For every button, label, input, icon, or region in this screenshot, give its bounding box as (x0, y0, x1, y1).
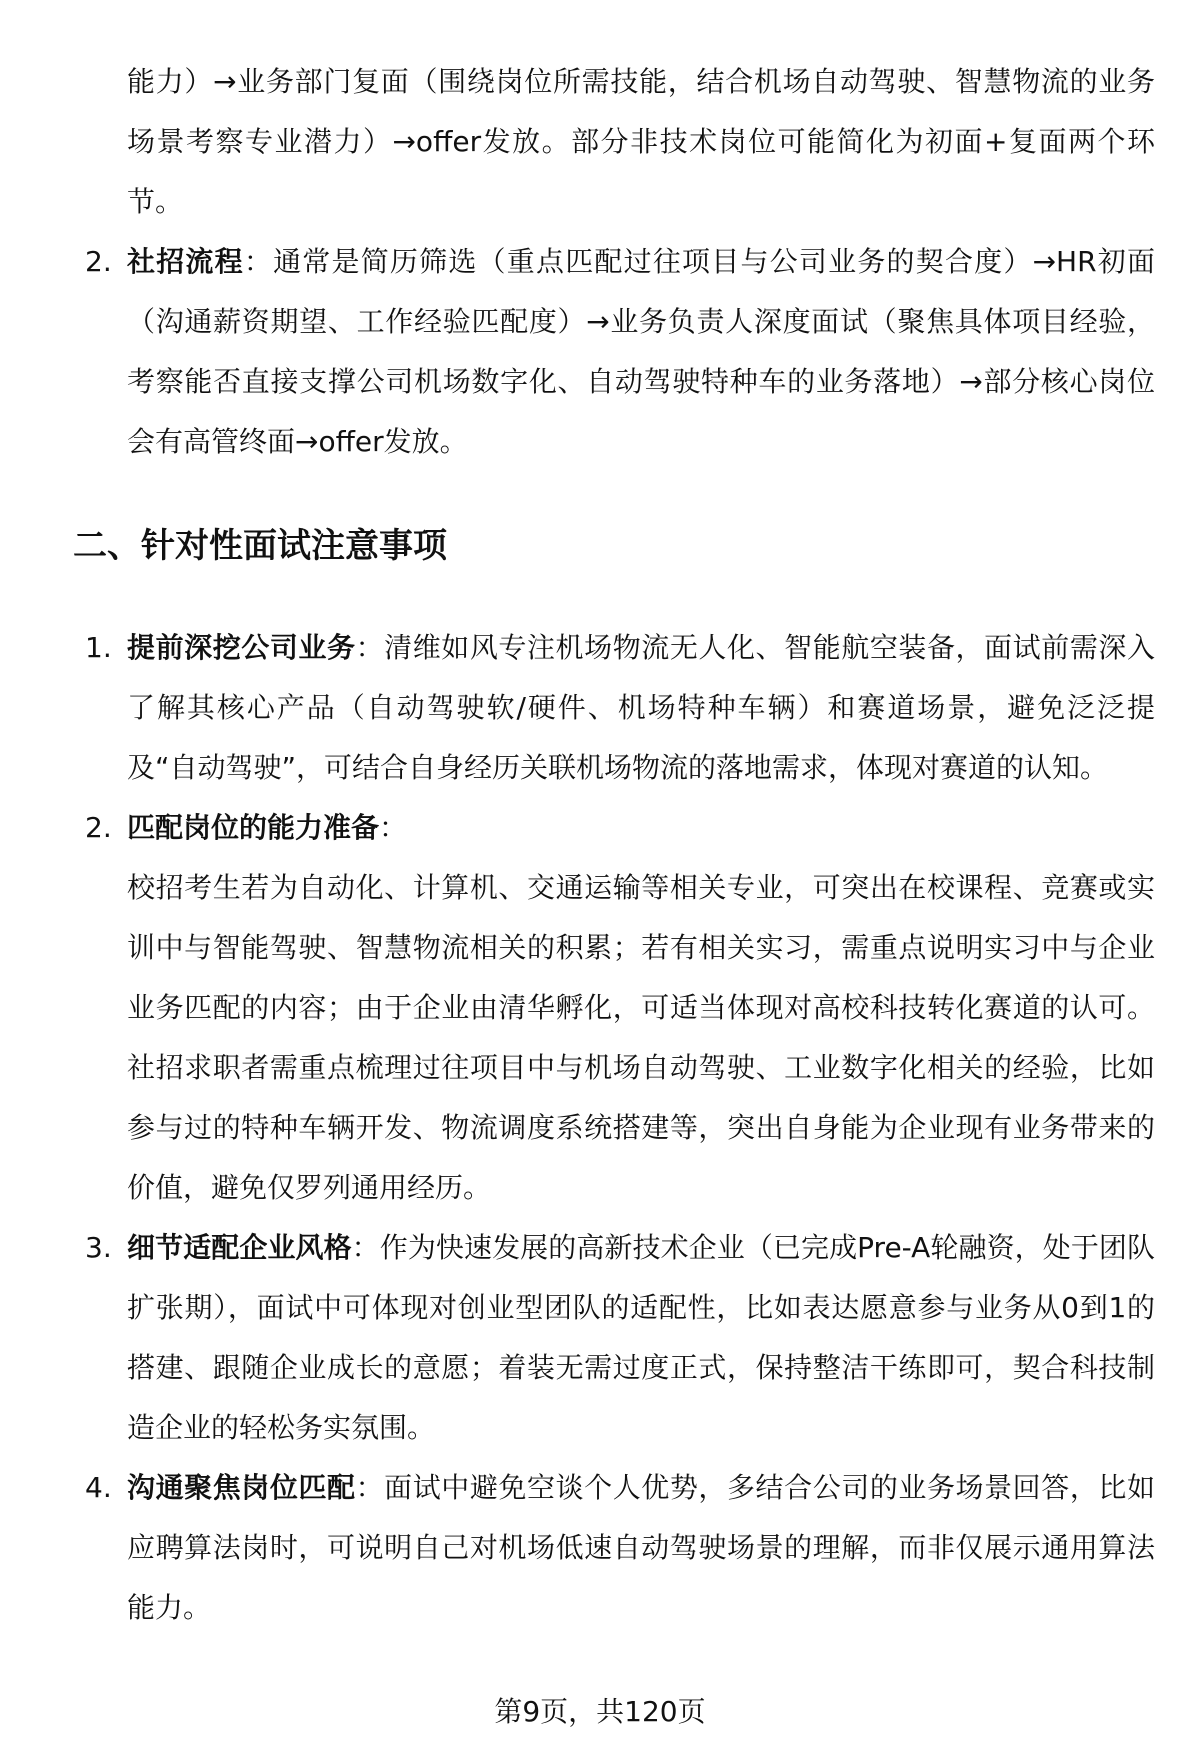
list-number: 2. (85, 245, 112, 278)
list-number: 4. (85, 1471, 112, 1504)
list-term: 提前深挖公司业务 (127, 631, 356, 664)
list-separator: ： (243, 245, 274, 278)
list-term: 社招流程 (127, 245, 244, 278)
list-text: 面试中避免空谈个人优势，多结合公司的业务场景回答，比如应聘算法岗时，可说明自己对机场低速自动驾驶场景的理解，而非仅展示通用算法能力。 (127, 1471, 1155, 1624)
list-separator: ： (355, 631, 385, 664)
list-separator: ： (379, 811, 408, 844)
list-text: 通常是简历筛选（重点匹配过往项目与公司业务的契合度）→HR初面（沟通薪资期望、工作经验匹配度）→业务负责人深度面试（聚焦具体项目经验，考察能否直接支撑公司机场数字化、自动驾驶特种车的业务落地）→部分核心岗位会有高管终面→offer发放。 (127, 245, 1155, 458)
continued-paragraph: 能力）→业务部门复面（围绕岗位所需技能，结合机场自动驾驶、智慧物流的业务场景考察专业潜力）→offer发放。部分非技术岗位可能简化为初面+复面两个环节。 (127, 65, 1155, 218)
list-number: 2. (85, 811, 112, 844)
list-item-communication (75, 1458, 1155, 1638)
page-footer: 第9页，共120页 (494, 1695, 706, 1728)
list-term: 沟通聚焦岗位匹配 (127, 1471, 356, 1504)
list-term: 匹配岗位的能力准备 (127, 811, 380, 844)
list-separator: ： (355, 1471, 385, 1504)
list-text: 清维如风专注机场物流无人化、智能航空装备，面试前需深入了解其核心产品（自动驾驶软/硬件、机场特种车辆）和赛道场景，避免泛泛提及“自动驾驶”，可结合自身经历关联机场物流的落地需求，体现对赛道的认知。 (127, 631, 1155, 784)
list-term: 细节适配企业风格 (127, 1231, 352, 1264)
list-sub-paragraph: 校招考生若为自动化、计算机、交通运输等相关专业，可突出在校课程、竞赛或实训中与智能驾驶、智慧物流相关的积累；若有相关实习，需重点说明实习中与企业业务匹配的内容；由于企业由清华孵化，可适当体现对高校科技转化赛道的认可。社招求职者需重点梳理过往项目中与机场自动驾驶、工业数字化相关的经验，比如参与过的特种车辆开发、物流调度系统搭建等，突出自身能为企业现有业务带来的价值，避免仅罗列通用经历。 (127, 871, 1155, 1204)
list-item-research-business (75, 618, 1155, 798)
section-heading: 二、针对性面试注意事项 (73, 526, 447, 566)
page-content (75, 52, 1155, 1638)
list-number: 1. (85, 631, 112, 664)
list-item-social-recruit (75, 232, 1155, 472)
list-item-company-style (75, 1218, 1155, 1458)
list-text: 作为快速发展的高新技术企业（已完成Pre-A轮融资，处于团队扩张期），面试中可体现对创业型团队的适配性，比如表达愿意参与业务从0到1的搭建、跟随企业成长的意愿；着装无需过度正式，保持整洁干练即可，契合科技制造企业的轻松务实氛围。 (127, 1231, 1155, 1444)
list-number: 3. (85, 1231, 112, 1264)
list-item-ability-prep (75, 798, 1155, 1218)
list-separator: ： (351, 1231, 380, 1264)
